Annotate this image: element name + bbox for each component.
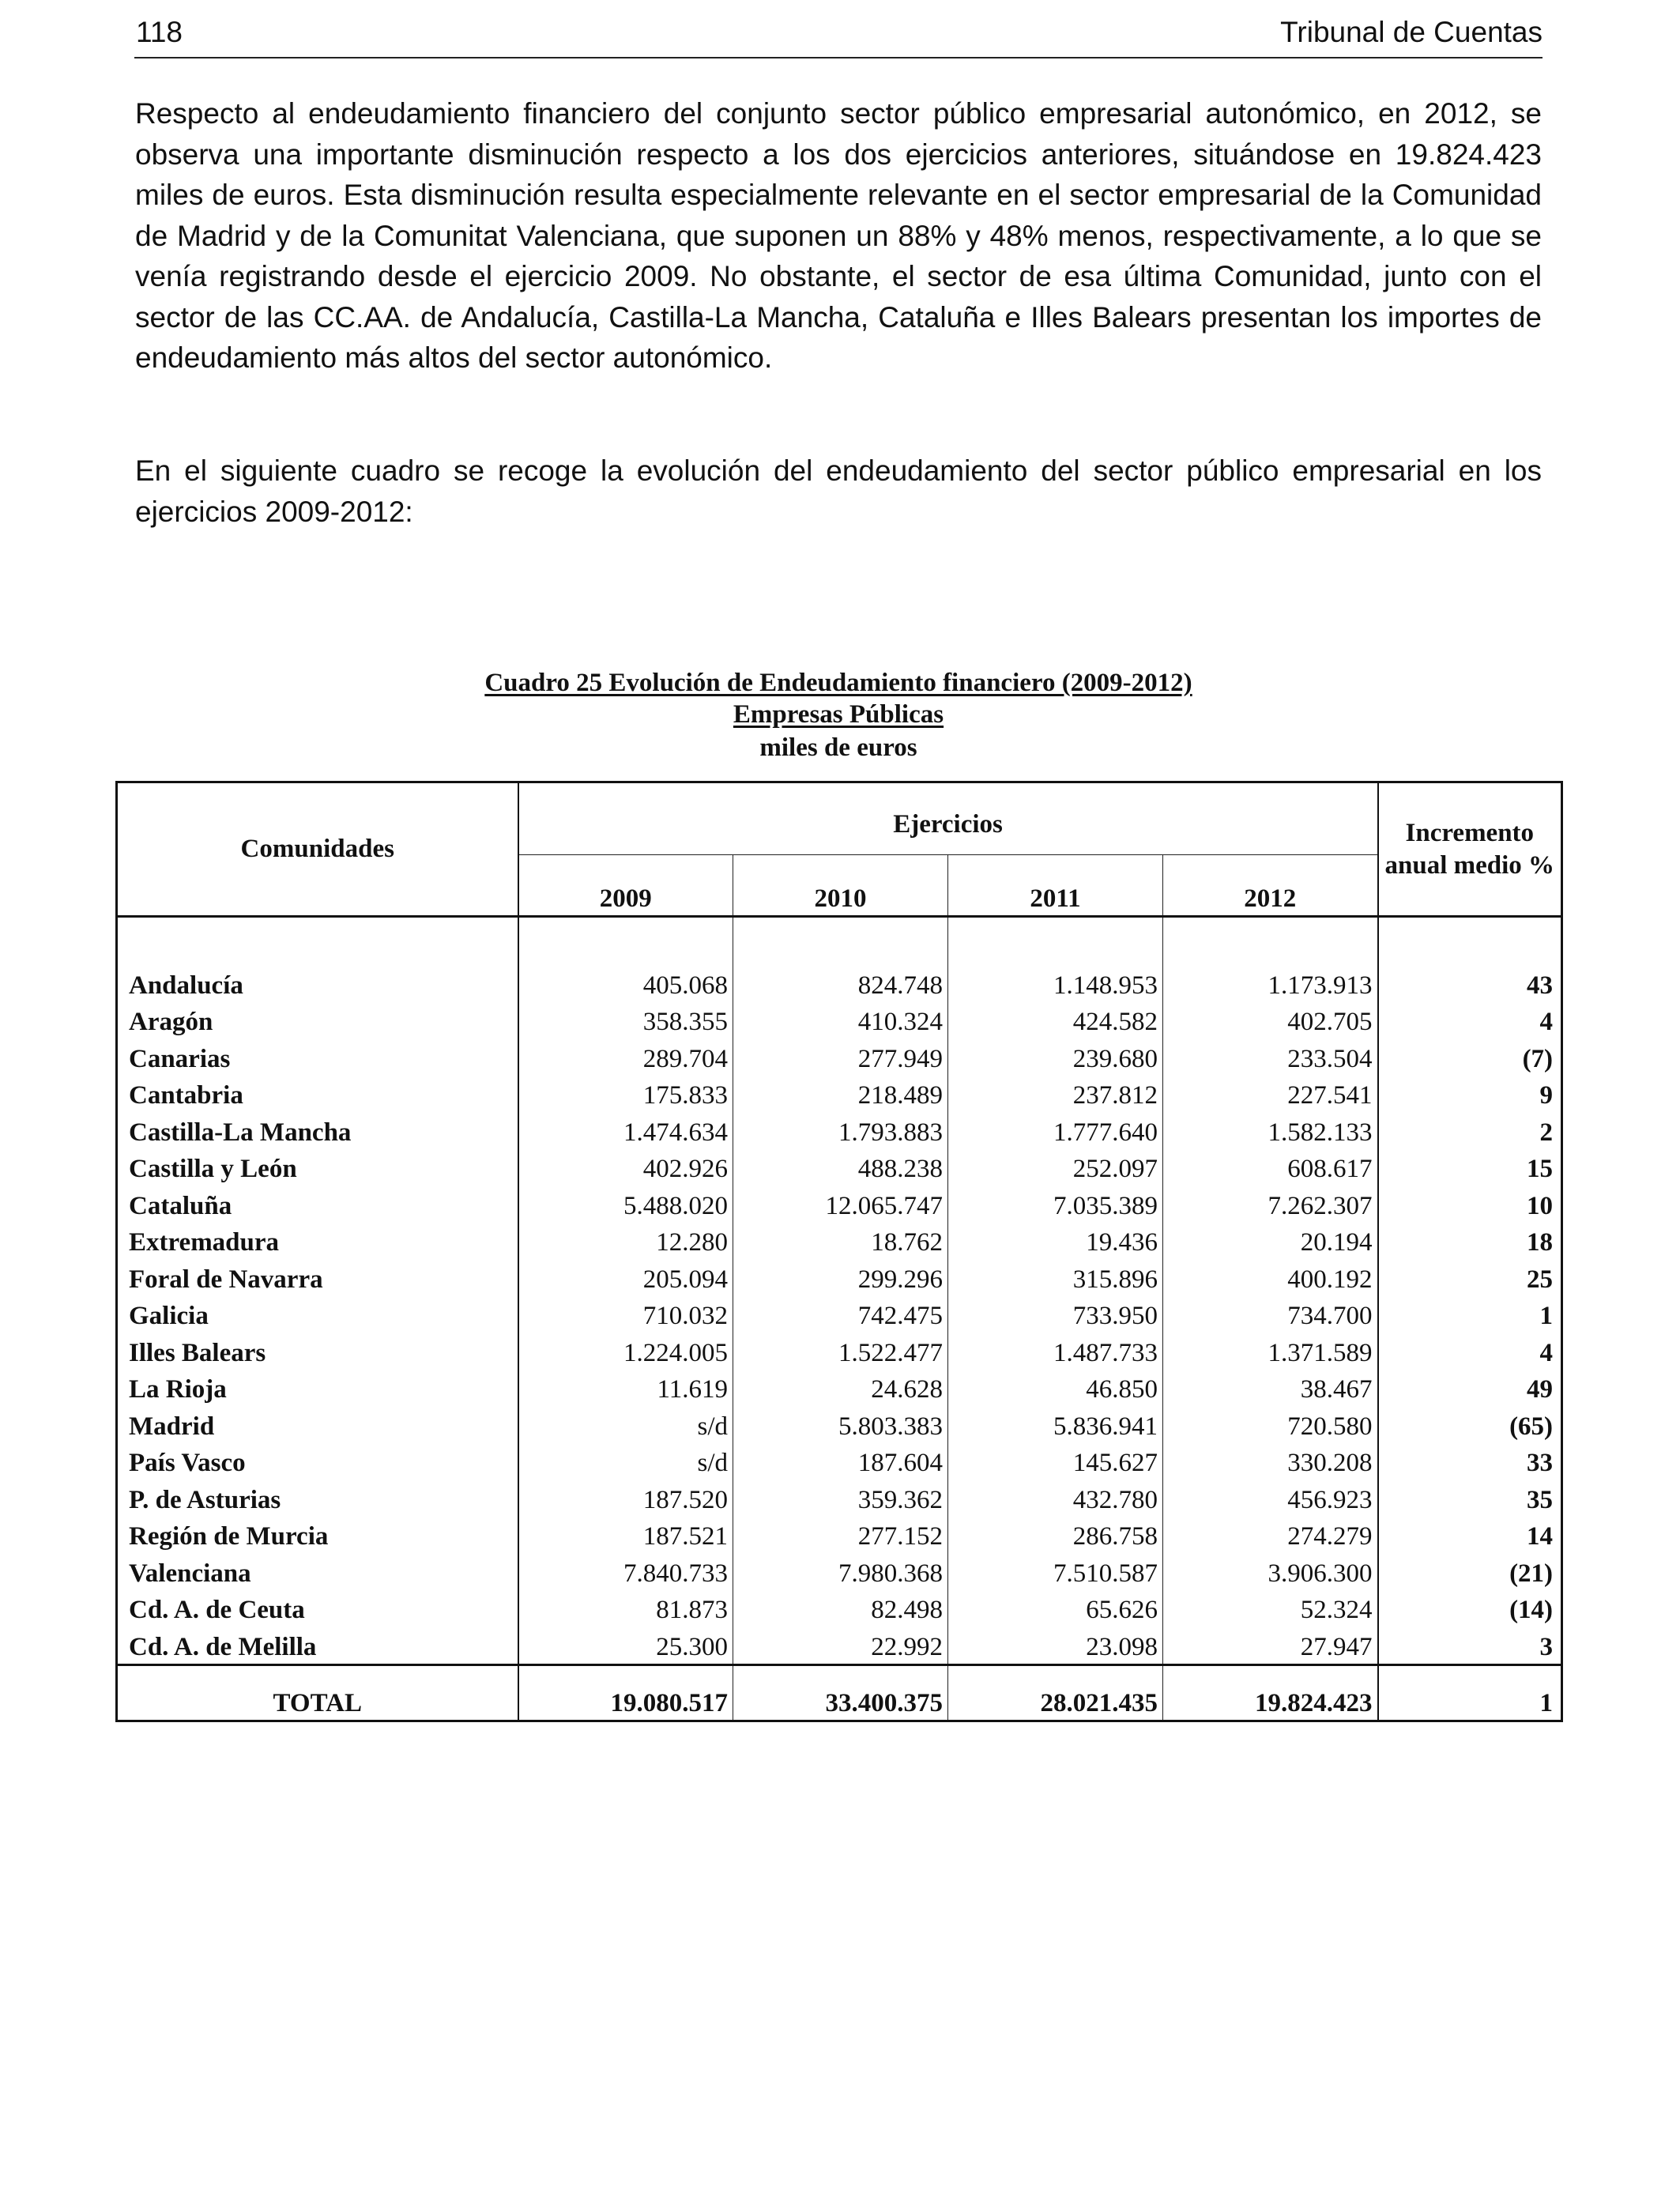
table-row: [117, 1110, 1562, 1148]
row-name: Castilla y León: [117, 1148, 518, 1185]
row-name: Cd. A. de Ceuta: [117, 1589, 518, 1626]
cell-2012: 274.279: [1163, 1515, 1378, 1552]
body-paragraph-2: En el siguiente cuadro se recoge la evolución del endeudamiento del sector público empresarial en los ejercicios 2009-2012:: [135, 454, 1542, 528]
cell-2009: 25.300: [656, 1632, 728, 1661]
row-name: Cataluña: [117, 1184, 518, 1221]
total-2009: 19.080.517: [518, 1664, 733, 1721]
cell-2009: 7.840.733: [623, 1559, 728, 1588]
row-name: Cd. A. de Melilla: [117, 1625, 518, 1664]
table-row: [117, 1257, 1562, 1295]
cell-2009: 402.926: [642, 1155, 728, 1183]
cell-2012: 1.582.133: [1163, 1110, 1378, 1148]
cell-2012: 227.541: [1163, 1074, 1378, 1111]
cell-2012: 1.173.913: [1163, 963, 1378, 1001]
cell-incremento: 9: [1378, 1074, 1562, 1111]
total-2012: 19.824.423: [1163, 1664, 1378, 1721]
cell-2009: 205.094: [642, 1265, 728, 1294]
cell-2011: 424.582: [948, 1001, 1163, 1038]
cell-incremento: 4: [1378, 1001, 1562, 1038]
table-row: [117, 1551, 1562, 1589]
row-name: Madrid: [117, 1404, 518, 1442]
cell-incremento: 3: [1378, 1625, 1562, 1664]
cell-2009: 11.619: [657, 1375, 728, 1404]
cell-2011: 65.626: [948, 1589, 1163, 1626]
cell-2010: 187.604: [733, 1442, 948, 1479]
cell-2009: 12.280: [656, 1228, 728, 1257]
cell-2011: 239.680: [948, 1037, 1163, 1074]
cell-2011: 5.836.941: [948, 1404, 1163, 1442]
cell-incremento: 4: [1378, 1331, 1562, 1368]
cell-2010: 824.748: [733, 963, 948, 1001]
cell-incremento: 43: [1378, 963, 1562, 1001]
row-name: Castilla-La Mancha: [117, 1110, 518, 1148]
cell-2012: 1.371.589: [1163, 1331, 1378, 1368]
table-row: [117, 1074, 1562, 1111]
table-caption-units: miles de euros: [759, 733, 917, 762]
row-name: P. de Asturias: [117, 1478, 518, 1515]
row-name: La Rioja: [117, 1368, 518, 1405]
debt-table: [115, 781, 1563, 1722]
cell-incremento: 18: [1378, 1221, 1562, 1258]
cell-2012: 720.580: [1163, 1404, 1378, 1442]
cell-2012: 330.208: [1163, 1442, 1378, 1479]
table-total-row: [117, 1664, 1562, 1721]
row-name: Foral de Navarra: [117, 1257, 518, 1295]
cell-2009: 289.704: [642, 1044, 728, 1073]
column-header-ejercicios: Ejercicios: [518, 782, 1378, 855]
cell-2009: s/d: [697, 1412, 728, 1441]
column-header-comunidades: Comunidades: [117, 782, 518, 917]
cell-2010: 488.238: [733, 1148, 948, 1185]
cell-incremento: 2: [1378, 1110, 1562, 1148]
cell-2011: 23.098: [948, 1625, 1163, 1664]
cell-2012: 734.700: [1163, 1295, 1378, 1332]
row-name: Galicia: [117, 1295, 518, 1332]
cell-2012: 52.324: [1163, 1589, 1378, 1626]
cell-2010: 12.065.747: [733, 1184, 948, 1221]
cell-2012: 400.192: [1163, 1257, 1378, 1295]
cell-2011: 286.758: [948, 1515, 1163, 1552]
cell-2012: 233.504: [1163, 1037, 1378, 1074]
cell-incremento: (65): [1378, 1404, 1562, 1442]
table-row: [117, 963, 1562, 1001]
cell-2012: 38.467: [1163, 1368, 1378, 1405]
cell-2011: 46.850: [948, 1368, 1163, 1405]
table-row: [117, 1221, 1562, 1258]
cell-2010: 277.152: [733, 1515, 948, 1552]
cell-2012: 7.262.307: [1163, 1184, 1378, 1221]
cell-2010: 299.296: [733, 1257, 948, 1295]
cell-2011: 315.896: [948, 1257, 1163, 1295]
table-row: [117, 1037, 1562, 1074]
total-2010: 33.400.375: [733, 1664, 948, 1721]
table-row: [117, 1368, 1562, 1405]
table-row: [117, 1295, 1562, 1332]
cell-2009: 187.520: [642, 1485, 728, 1514]
cell-2012: 608.617: [1163, 1148, 1378, 1185]
cell-2009: 1.224.005: [623, 1338, 728, 1367]
cell-2010: 18.762: [733, 1221, 948, 1258]
row-name: Illes Balears: [117, 1331, 518, 1368]
table-caption-subtitle: [115, 699, 1561, 730]
cell-incremento: 49: [1378, 1368, 1562, 1405]
cell-2009: 5.488.020: [623, 1191, 728, 1220]
page-number: 118: [136, 16, 183, 48]
column-header-year-2012: 2012: [1163, 855, 1378, 917]
cell-2011: 7.035.389: [948, 1184, 1163, 1221]
cell-incremento: 35: [1378, 1478, 1562, 1515]
cell-2009: s/d: [697, 1449, 728, 1477]
table-row: [117, 1589, 1562, 1626]
cell-2010: 82.498: [733, 1589, 948, 1626]
running-title: Tribunal de Cuentas: [1280, 16, 1543, 48]
cell-2011: 145.627: [948, 1442, 1163, 1479]
table-row: [117, 1001, 1562, 1038]
cell-2010: 1.793.883: [733, 1110, 948, 1148]
cell-2012: 456.923: [1163, 1478, 1378, 1515]
cell-2010: 359.362: [733, 1478, 948, 1515]
cell-incremento: 10: [1378, 1184, 1562, 1221]
table-row: [117, 1442, 1562, 1479]
table-row: [117, 1404, 1562, 1442]
cell-incremento: 1: [1378, 1295, 1562, 1332]
cell-2012: 402.705: [1163, 1001, 1378, 1038]
cell-2010: 218.489: [733, 1074, 948, 1111]
cell-2011: 432.780: [948, 1478, 1163, 1515]
cell-2011: 19.436: [948, 1221, 1163, 1258]
cell-2011: 252.097: [948, 1148, 1163, 1185]
cell-2010: 22.992: [733, 1625, 948, 1664]
row-name: País Vasco: [117, 1442, 518, 1479]
row-name: Aragón: [117, 1001, 518, 1038]
cell-2009: 187.521: [642, 1522, 728, 1551]
cell-incremento: (21): [1378, 1551, 1562, 1589]
cell-2011: 1.487.733: [948, 1331, 1163, 1368]
row-name: Canarias: [117, 1037, 518, 1074]
cell-incremento: 25: [1378, 1257, 1562, 1295]
row-name: Valenciana: [117, 1551, 518, 1589]
table-caption-title: [115, 667, 1561, 699]
cell-2009: 1.474.634: [623, 1118, 728, 1147]
row-name: Cantabria: [117, 1074, 518, 1111]
cell-2009: 175.833: [642, 1081, 728, 1110]
table-caption-title-text: Cuadro 25 Evolución de Endeudamiento financiero (2009-2012): [484, 669, 1192, 697]
table-row: [117, 1331, 1562, 1368]
cell-2010: 7.980.368: [733, 1551, 948, 1589]
cell-incremento: 33: [1378, 1442, 1562, 1479]
cell-2012: 20.194: [1163, 1221, 1378, 1258]
row-name: Andalucía: [117, 963, 518, 1001]
cell-2010: 1.522.477: [733, 1331, 948, 1368]
total-2011: 28.021.435: [948, 1664, 1163, 1721]
column-header-year-2009: 2009: [518, 855, 733, 917]
table-row: [117, 1625, 1562, 1664]
table-row: [117, 1148, 1562, 1185]
cell-2011: 1.777.640: [948, 1110, 1163, 1148]
table-body: [117, 917, 1562, 1665]
cell-2009: 358.355: [642, 1008, 728, 1036]
cell-incremento: 14: [1378, 1515, 1562, 1552]
cell-2011: 733.950: [948, 1295, 1163, 1332]
cell-2009: 710.032: [642, 1302, 728, 1330]
table-spacer-row: [117, 917, 1562, 964]
cell-2011: 1.148.953: [948, 963, 1163, 1001]
table-row: [117, 1515, 1562, 1552]
row-name: Región de Murcia: [117, 1515, 518, 1552]
cell-2011: 237.812: [948, 1074, 1163, 1111]
body-paragraph-1: Respecto al endeudamiento financiero del conjunto sector público empresarial autonómico, en 2012, se observa una importante disminución respecto a los dos ejercicios anteriores, situándose en 19.824.423 miles de euros. Esta disminución resulta especialmente relevante en el sector empresarial de la Comunidad de Madrid y de la Comunitat Valenciana, que suponen un 88% y 48% menos, respectivamente, a lo que se venía registrando desde el ejercicio 2009. No obstante, el sector de esa última Comunidad, junto con el sector de las CC.AA. de Andalucía, Castilla-La Mancha, Cataluña e Illes Balears presentan los importes de endeudamiento más altos del sector autonómico.: [135, 97, 1542, 374]
cell-incremento: (14): [1378, 1589, 1562, 1626]
table-header-row: [117, 782, 1562, 855]
page-header: [134, 11, 1543, 58]
cell-2010: 410.324: [733, 1001, 948, 1038]
cell-2009: 81.873: [656, 1596, 728, 1624]
cell-2012: 27.947: [1163, 1625, 1378, 1664]
cell-2011: 7.510.587: [948, 1551, 1163, 1589]
cell-2010: 277.949: [733, 1037, 948, 1074]
total-incremento: 1: [1378, 1664, 1562, 1721]
cell-2010: 742.475: [733, 1295, 948, 1332]
cell-incremento: 15: [1378, 1148, 1562, 1185]
cell-incremento: (7): [1378, 1037, 1562, 1074]
total-label: TOTAL: [117, 1664, 518, 1721]
column-header-year-2011: 2011: [948, 855, 1163, 917]
cell-2009: 405.068: [642, 971, 728, 1000]
cell-2010: 5.803.383: [733, 1404, 948, 1442]
table-row: [117, 1184, 1562, 1221]
column-header-year-2010: 2010: [733, 855, 948, 917]
table-caption-subtitle-text: Empresas Públicas: [733, 700, 944, 729]
column-header-incremento: Incremento anual medio %: [1378, 782, 1562, 917]
cell-2010: 24.628: [733, 1368, 948, 1405]
cell-2012: 3.906.300: [1163, 1551, 1378, 1589]
table-row: [117, 1478, 1562, 1515]
row-name: Extremadura: [117, 1221, 518, 1258]
